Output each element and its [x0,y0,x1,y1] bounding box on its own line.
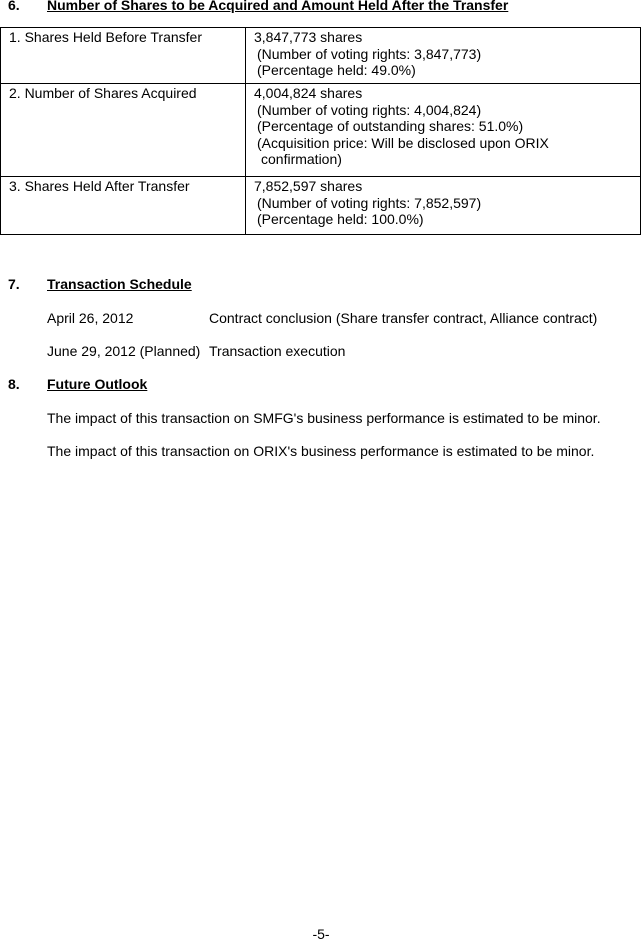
row-label: 2. Number of Shares Acquired [1,84,246,177]
shares-amount: 4,004,824 shares [254,85,363,101]
row-value [246,28,641,84]
section-8-heading [8,376,147,392]
voting-rights: (Number of voting rights: 4,004,824) [257,101,482,118]
schedule-date: June 29, 2012 (Planned) [47,343,201,359]
section-7-heading [8,276,192,292]
table-row [1,84,641,177]
schedule-event: Contract conclusion (Share transfer contract, Alliance contract) [209,310,598,326]
row-label: 1. Shares Held Before Transfer [1,28,246,84]
percentage-outstanding: (Percentage of outstanding shares: 51.0%) [257,118,524,134]
schedule-date: April 26, 2012 [47,310,134,326]
table-row [1,177,641,235]
section-8-number: 8. [8,376,20,392]
shares-amount: 7,852,597 shares [254,178,363,194]
row-value [246,84,641,177]
voting-rights: (Number of voting rights: 3,847,773) [257,45,482,62]
section-8-title: Future Outlook [47,376,148,392]
percentage-held: (Percentage held: 100.0%) [257,211,424,227]
outlook-paragraph: The impact of this transaction on ORIX's business performance is estimated to be minor. [47,443,595,459]
schedule-item [47,343,345,359]
shares-amount: 3,847,773 shares [254,29,363,45]
page-number: -5- [312,926,330,942]
section-7-number: 7. [8,276,20,292]
section-7-title: Transaction Schedule [47,276,192,292]
row-label: 3. Shares Held After Transfer [1,177,246,235]
schedule-event: Transaction execution [209,343,346,359]
section-6-number: 6. [8,0,20,13]
voting-rights: (Number of voting rights: 7,852,597) [257,194,482,211]
row-value [246,177,641,235]
section-6-heading [8,0,508,13]
percentage-held: (Percentage held: 49.0%) [257,62,416,78]
schedule-item [47,310,597,326]
shares-table [0,27,641,235]
table-row [1,28,641,84]
outlook-paragraph: The impact of this transaction on SMFG's business performance is estimated to be minor. [47,410,601,426]
acquisition-price-cont: confirmation) [261,151,342,167]
section-6-title: Number of Shares to be Acquired and Amount Held After the Transfer [47,0,509,13]
acquisition-price: (Acquisition price: Will be disclosed upon ORIX [257,134,549,151]
